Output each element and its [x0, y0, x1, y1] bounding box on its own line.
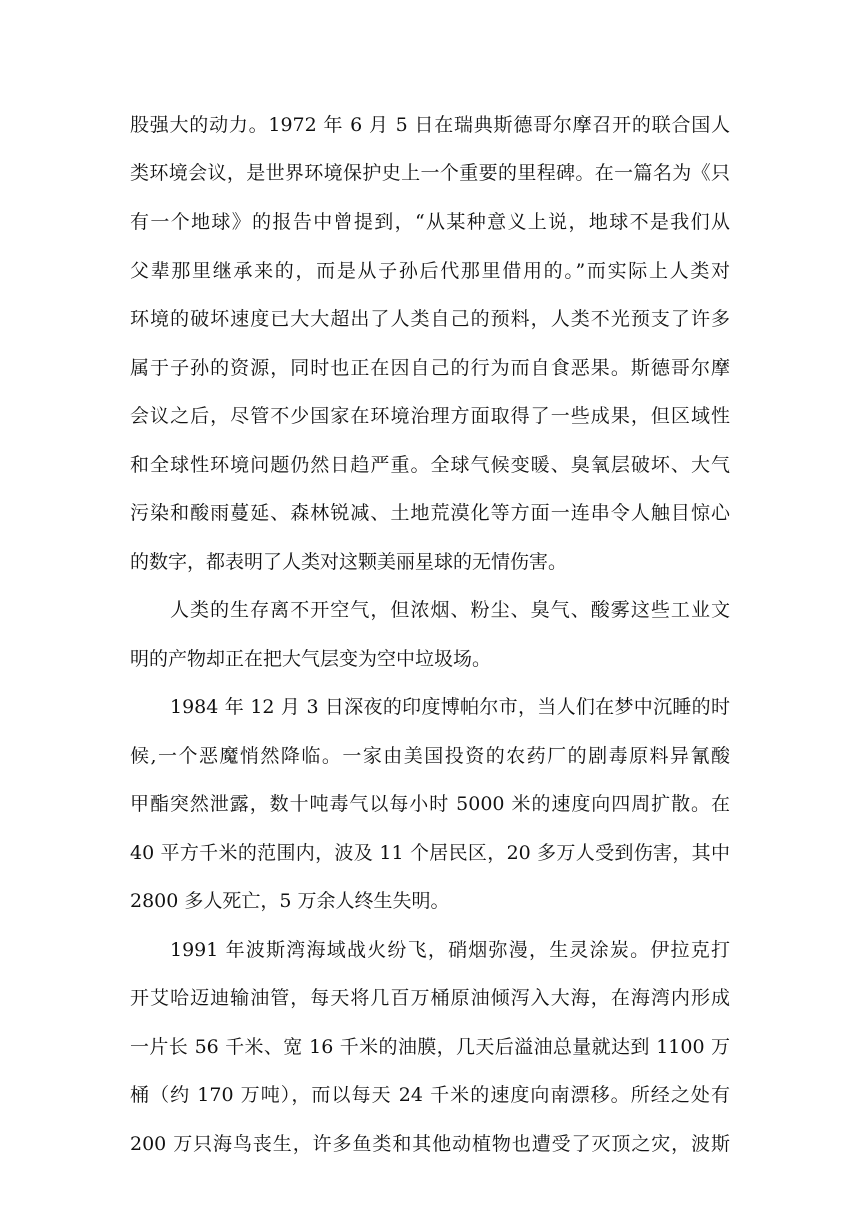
text-line: 甲酯突然泄露，数十吨毒气以每小时 5000 米的速度向四周扩散。在 [130, 793, 730, 815]
text-line: 类环境会议，是世界环境保护史上一个重要的里程碑。在一篇名为《只 [130, 162, 730, 184]
text-line: 股强大的动力。1972 年 6 月 5 日在瑞典斯德哥尔摩召开的联合国人 [130, 114, 730, 136]
text-line: 环境的破坏速度已大大超出了人类自己的预料，人类不光预支了许多 [130, 308, 730, 330]
text-line: 开艾哈迈迪输油管，每天将几百万桶原油倾泻入大海，在海湾内形成 [130, 987, 730, 1009]
text-line: 明的产物却正在把大气层变为空中垃圾场。 [130, 648, 492, 670]
text-line: 2800 多人死亡，5 万余人终生失明。 [130, 890, 450, 912]
text-line: 1991 年波斯湾海域战火纷飞，硝烟弥漫，生灵涂炭。伊拉克打 [170, 939, 730, 961]
text-line: 人类的生存离不开空气，但浓烟、粉尘、臭气、酸雾这些工业文 [170, 599, 730, 621]
text-line: 有一个地球》的报告中曾提到，“从某种意义上说，地球不是我们从 [130, 211, 730, 233]
text-line: 一片长 56 千米、宽 16 千米的油膜，几天后溢油总量就达到 1100 万 [130, 1036, 730, 1058]
text-line: 属于子孙的资源，同时也正在因自己的行为而自食恶果。斯德哥尔摩 [130, 357, 730, 379]
text-line: 200 万只海鸟丧生，许多鱼类和其他动植物也遭受了灭顶之灾，波斯 [130, 1133, 730, 1155]
text-line: 会议之后，尽管不少国家在环境治理方面取得了一些成果，但区域性 [130, 405, 730, 427]
text-line: 和全球性环境问题仍然日趋严重。全球气候变暖、臭氧层破坏、大气 [130, 454, 730, 476]
text-line: 候,一个恶魔悄然降临。一家由美国投资的农药厂的剧毒原料异氰酸 [130, 745, 730, 767]
text-line: 的数字，都表明了人类对这颗美丽星球的无情伤害。 [130, 551, 568, 573]
text-line: 污染和酸雨蔓延、森林锐减、土地荒漠化等方面一连串令人触目惊心 [130, 502, 730, 524]
text-line: 父辈那里继承来的，而是从子孙后代那里借用的。”而实际上人类对 [130, 260, 730, 282]
text-line: 桶（约 170 万吨），而以每天 24 千米的速度向南漂移。所经之处有 [130, 1084, 730, 1106]
text-line: 1984 年 12 月 3 日深夜的印度博帕尔市，当人们在梦中沉睡的时 [170, 696, 730, 718]
text-line: 40 平方千米的范围内，波及 11 个居民区，20 多万人受到伤害，其中 [130, 842, 730, 864]
